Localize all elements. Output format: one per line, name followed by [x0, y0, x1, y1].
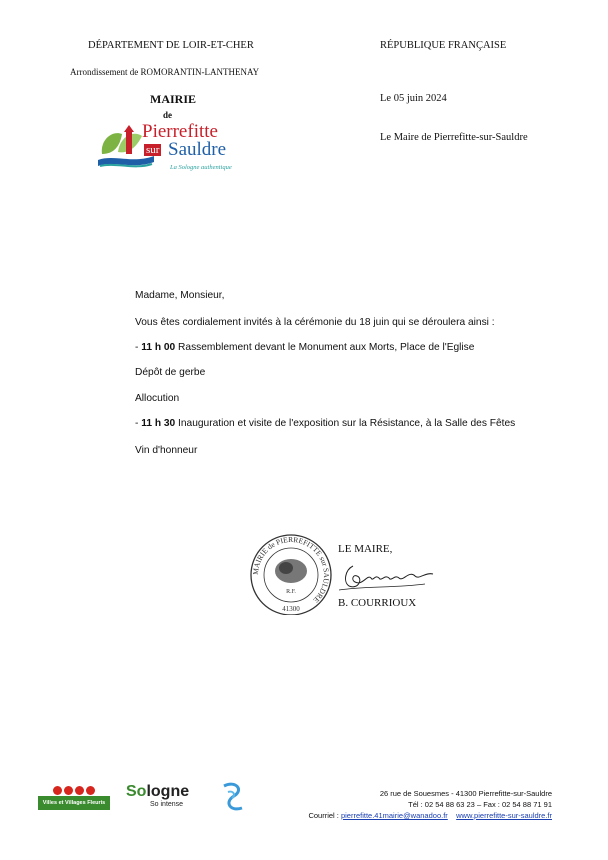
mayor-title: LE MAIRE, — [338, 543, 393, 555]
wreath-line: Dépôt de gerbe — [135, 367, 206, 378]
logo-line1: Pierrefitte — [142, 121, 218, 142]
item1-text: Rassemblement devant le Monument aux Morts, Place de l'Eglise — [175, 342, 475, 353]
badge2-sub: So intense — [150, 801, 184, 808]
program-item-1 — [135, 342, 474, 353]
badge2-logne: logne — [146, 783, 190, 800]
footer-phone: Tél : 02 54 88 63 23 – Fax : 02 54 88 71 91 — [408, 800, 552, 809]
item1-time: 11 h 00 — [141, 342, 176, 353]
flower-icon — [64, 786, 73, 795]
republic-label: RÉPUBLIQUE FRANÇAISE — [380, 40, 507, 51]
swirl-logo-icon — [218, 780, 248, 814]
item2-dash: - — [135, 418, 142, 429]
badge1-label: Villes et Villages Fleuris — [38, 796, 110, 810]
flower-icon — [53, 786, 62, 795]
item2-time: 11 h 30 — [141, 418, 176, 429]
logo-tagline: La Sologne authentique — [170, 164, 232, 171]
mairie-de-label: de — [163, 110, 172, 120]
item2-text: Inauguration et visite de l'exposition sur la Résistance, à la Salle des Fêtes — [175, 418, 516, 429]
logo-line2: Sauldre — [168, 139, 227, 160]
badge2-so: So — [126, 783, 147, 800]
sender-label: Le Maire de Pierrefitte-sur-Sauldre — [380, 132, 528, 143]
intro-paragraph: Vous êtes cordialement invités à la cérémonie du 18 juin qui se déroulera ainsi : — [135, 317, 495, 328]
speech-line: Allocution — [135, 393, 180, 404]
department-label: DÉPARTEMENT DE LOIR-ET-CHER — [88, 40, 254, 51]
footer-email-label: Courriel : — [308, 811, 341, 820]
mairie-stamp — [246, 533, 336, 615]
stamp-ring-text: MAIRIE de PIERREFITTE sur SAULDRE — [250, 534, 332, 605]
footer-address: 26 rue de Souesmes - 41300 Pierrefitte-sur-Sauldre — [379, 789, 552, 798]
footer-website-link[interactable]: www.pierrefitte-sur-sauldre.fr — [456, 811, 552, 820]
handwritten-signature — [335, 560, 440, 594]
arrondissement-label: Arrondissement de ROMORANTIN-LANTHENAY — [70, 67, 260, 77]
footer-contact — [290, 788, 552, 821]
salutation: Madame, Monsieur, — [135, 290, 225, 301]
sologne-badge — [126, 783, 196, 819]
mayor-name: B. COURRIOUX — [338, 597, 417, 609]
flower-icon — [86, 786, 95, 795]
program-item-2 — [135, 418, 515, 429]
pierrefitte-logo — [96, 122, 256, 178]
stamp-postcode: 41300 — [282, 605, 300, 613]
flower-icon — [75, 786, 84, 795]
letter-date: Le 05 juin 2024 — [380, 93, 447, 104]
stamp-rf: R.F. — [286, 589, 296, 595]
villes-fleuris-badge — [38, 784, 110, 812]
mairie-label: MAIRIE — [150, 92, 197, 106]
item1-dash: - — [135, 342, 142, 353]
logo-sur: sur — [146, 144, 160, 156]
reception-line: Vin d'honneur — [135, 445, 198, 456]
footer-email-link[interactable]: pierrefitte.41mairie@wanadoo.fr — [340, 811, 448, 820]
